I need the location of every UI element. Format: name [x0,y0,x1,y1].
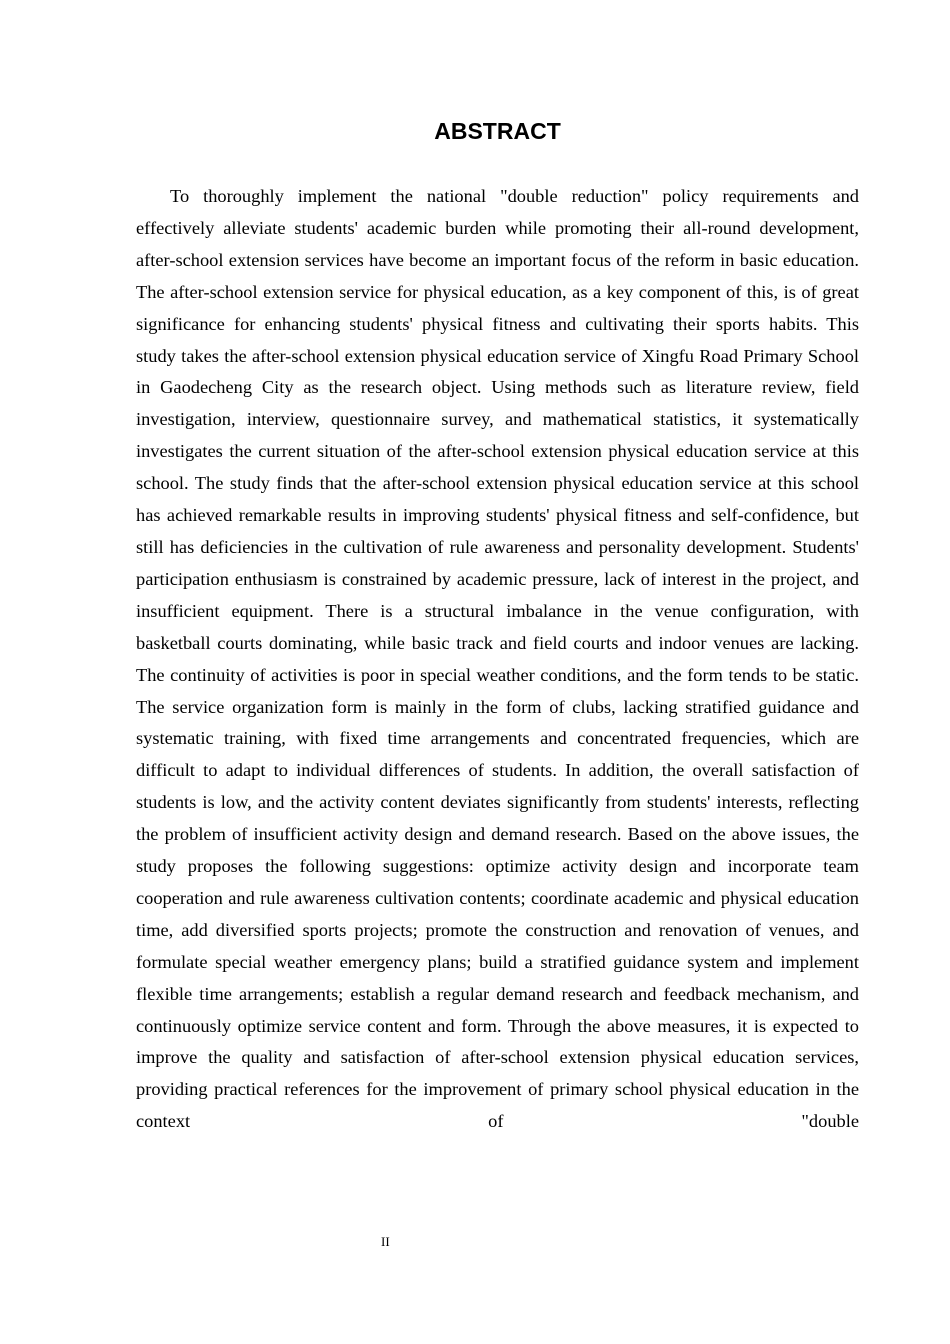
page-number: II [381,1234,390,1249]
abstract-title: ABSTRACT [434,118,561,144]
abstract-paragraph: To thoroughly implement the national "double reduction" policy requirements and effectively alleviate students' academic burden while promoting their all-round development, after-school extension services have become an important focus of the reform in basic education. The after-school extension service for physical education, as a key component of this, is of great significance for enhancing students' physical fitness and cultivating their sports habits. This study takes the after-school extension physical education service of Xingfu Road Primary School in Gaodecheng City as the research object. Using methods such as literature review, field investigation, interview, questionnaire survey, and mathematical statistics, it systematically investigates the current situation of the after-school extension physical education service at this school. The study finds that the after-school extension physical education service at this school has achieved remarkable results in improving students' physical fitness and self-confidence, but still has deficiencies in the cultivation of rule awareness and personality development. Students' participation enthusiasm is constrained by academic pressure, lack of interest in the project, and insufficient equipment. There is a structural imbalance in the venue configuration, with basketball courts dominating, while basic track and field courts and indoor venues are lacking. The continuity of activities is poor in special weather conditions, and the form tends to be static. The service organization form is mainly in the form of clubs, lacking stratified guidance and systematic training, with fixed time arrangements and concentrated frequencies, which are difficult to adapt to individual differences of students. In addition, the overall satisfaction of students is low, and the activity content deviates significantly from students' interests, reflecting the problem of insufficient activity design and demand research. Based on the above issues, the study proposes the following suggestions: optimize activity design and incorporate team cooperation and rule awareness cultivation contents; coordinate academic and physical education time, add diversified sports projects; promote the construction and renovation of venues, and formulate special weather emergency plans; build a stratified guidance system and implement flexible time arrangements; establish a regular demand research and feedback mechanism, and continuously optimize service content and form. Through the above measures, it is expected to improve the quality and satisfaction of after-school extension physical education services, providing practical references for the improvement of primary school physical education in the context of "double [136,186,859,1132]
